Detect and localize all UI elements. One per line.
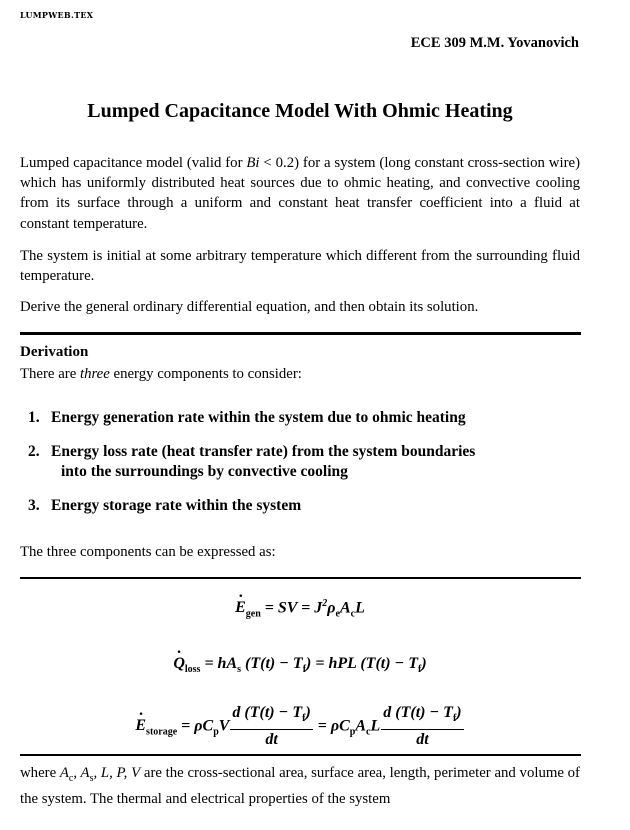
section-divider bbox=[20, 332, 581, 335]
emphasis-three: three bbox=[79, 366, 110, 382]
fraction: $\frac{d (T(t) - T_f)}{dt}$ bbox=[383, 704, 462, 749]
list-item: 3. Energy storage rate within the system bbox=[28, 497, 302, 514]
biot-symbol: Bi bbox=[246, 155, 260, 171]
file-name-label: LUMPWEB.TEX bbox=[20, 10, 94, 20]
equations-top-rule bbox=[20, 577, 581, 579]
equation-heat-loss: · $Q_{loss} = hA_s$ $(T(t) - T_f)$ = hPL $(T(t) - T_f)$ bbox=[0, 655, 600, 675]
intro-paragraph-3: Derive the general ordinary differential equation, and then obtain its solution. bbox=[20, 299, 479, 315]
list-item: 2. Energy loss rate (heat transfer rate) from the system boundaries into the surroundings by convective cooling bbox=[28, 443, 476, 480]
components-intro: The three components can be expressed as: bbox=[20, 544, 276, 560]
equation-energy-generation: · $E_{gen}$ = SV = $J^2\rho_eA_cL$ bbox=[0, 598, 600, 620]
derivation-intro: There are three energy components to consider: bbox=[20, 366, 302, 382]
equation-energy-storage: · $E_{storage} = \rho C_pV$ $\frac{d (T(t) - T_f)}{dt}$ = $\rho C_pA_cL$ $\frac{d (T(t) - T_f)}{dt}$ bbox=[0, 703, 600, 750]
list-item: 1. Energy generation rate within the system due to ohmic heating bbox=[28, 409, 466, 426]
intro-paragraph-1: Lumped capacitance model (valid for Bi < 0.2) for a system (long constant cross-section wire) which has uniformly distributed heat sources due to ohmic heating, and convective cooling from its surface through a uniform and constant heat transfer coefficient into a fluid at constant temperature. bbox=[20, 155, 580, 232]
document-title: Lumped Capacitance Model With Ohmic Heating bbox=[87, 100, 513, 122]
course-author-header: ECE 309 M.M. Yovanovich bbox=[410, 35, 579, 51]
intro-paragraph-2: The system is initial at some arbitrary temperature which different from the surrounding fluid temperature. bbox=[20, 248, 580, 285]
fraction: $\frac{d (T(t) - T_f)}{dt}$ bbox=[232, 704, 311, 749]
equations-bottom-rule bbox=[20, 754, 581, 756]
variables-paragraph: where $A_c$, $A_s$, L, P, V are the cross-sectional area, surface area, length, perimeter and volume of the system. The thermal and electrical properties of the system bbox=[20, 765, 580, 808]
derivation-heading: Derivation bbox=[20, 344, 89, 360]
